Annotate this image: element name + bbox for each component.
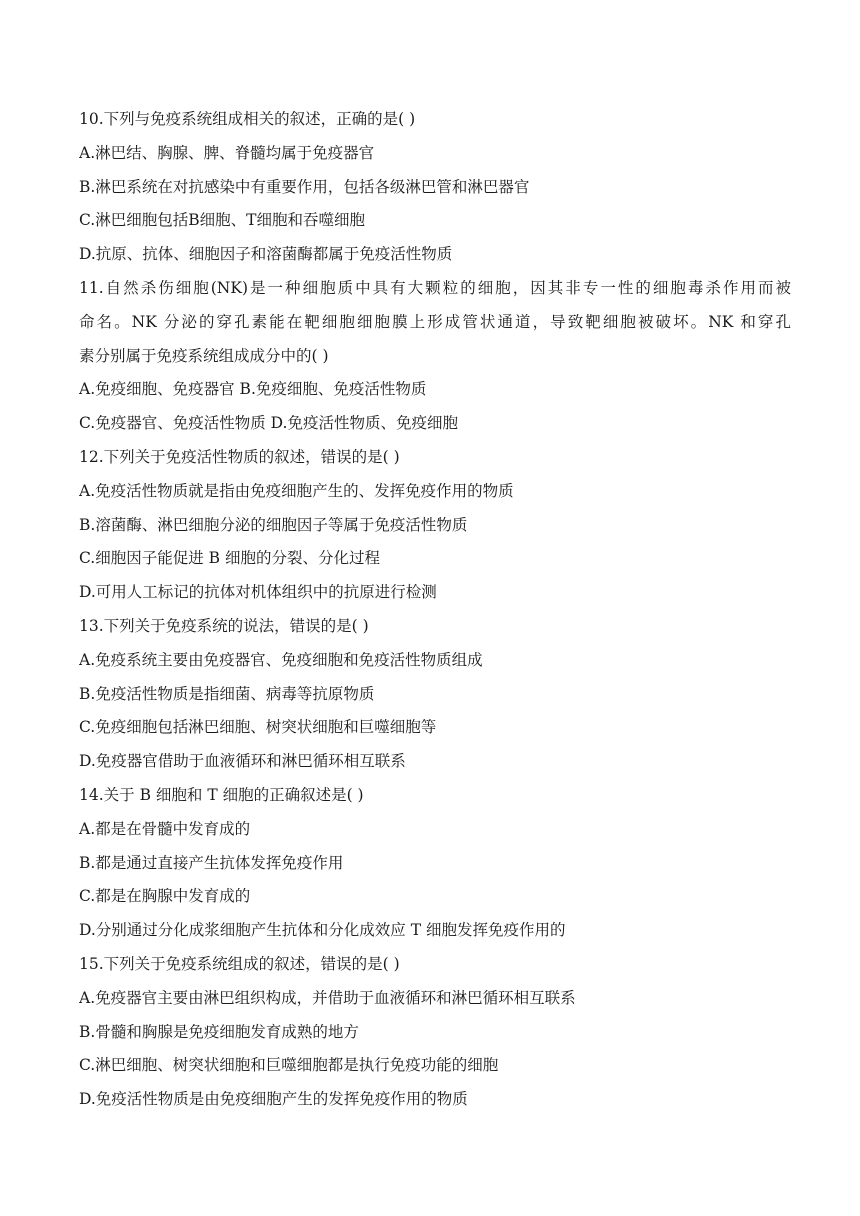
question-stem-line-1: 11.自然杀伤细胞(NK)是一种细胞质中具有大颗粒的细胞，因其非专一性的细胞毒杀作用而被 [79, 278, 791, 297]
option-c: C.淋巴细胞包括B细胞、T细胞和吞噬细胞 [79, 211, 365, 230]
option-c-d: C.免疫器官、免疫活性物质 D.免疫活性物质、免疫细胞 [79, 414, 458, 433]
option-c: C.免疫细胞包括淋巴细胞、树突状细胞和巨噬细胞等 [79, 718, 437, 737]
question-stem: 10.下列与免疫系统组成相关的叙述，正确的是( ) [79, 110, 416, 128]
option-b: B.淋巴系统在对抗感染中有重要作用，包括各级淋巴管和淋巴器官 [79, 177, 530, 196]
option-a-b: A.免疫细胞、免疫器官 B.免疫细胞、免疫活性物质 [79, 380, 427, 399]
option-d: D.可用人工标记的抗体对机体组织中的抗原进行检测 [79, 583, 437, 602]
option-d: D.分别通过分化成浆细胞产生抗体和分化成效应 T 细胞发挥免疫作用的 [79, 921, 566, 940]
option-b: B.免疫活性物质是指细菌、病毒等抗原物质 [79, 684, 375, 703]
option-b: B.骨髓和胸腺是免疫细胞发育成熟的地方 [79, 1022, 359, 1041]
option-a: A.淋巴结、胸腺、脾、脊髓均属于免疫器官 [79, 143, 375, 162]
question-list [79, 103, 791, 1117]
option-a: A.免疫系统主要由免疫器官、免疫细胞和免疫活性物质组成 [79, 650, 483, 669]
question-stem-line-3: 素分别属于免疫系统组成成分中的( ) [79, 346, 329, 365]
option-a: A.免疫活性物质就是指由免疫细胞产生的、发挥免疫作用的物质 [79, 481, 514, 500]
question-15 [79, 948, 791, 1117]
option-b: B.溶菌酶、淋巴细胞分泌的细胞因子等属于免疫活性物质 [79, 515, 468, 534]
option-c: C.淋巴细胞、树突状细胞和巨噬细胞都是执行免疫功能的细胞 [79, 1056, 499, 1075]
question-14 [79, 779, 791, 948]
option-c: C.细胞因子能促进 B 细胞的分裂、分化过程 [79, 549, 380, 568]
option-d: D.免疫活性物质是由免疫细胞产生的发挥免疫作用的物质 [79, 1090, 468, 1109]
question-13 [79, 610, 791, 779]
question-stem: 15.下列关于免疫系统组成的叙述，错误的是( ) [79, 954, 400, 973]
question-stem: 13.下列关于免疫系统的说法，错误的是( ) [79, 616, 369, 635]
option-d: D.免疫器官借助于血液循环和淋巴循环相互联系 [79, 752, 406, 771]
option-a: A.都是在骨髓中发育成的 [79, 819, 251, 838]
option-a: A.免疫器官主要由淋巴组织构成，并借助于血液循环和淋巴循环相互联系 [79, 988, 576, 1007]
option-d: D.抗原、抗体、细胞因子和溶菌酶都属于免疫活性物质 [79, 245, 453, 264]
question-12 [79, 441, 791, 610]
question-11 [79, 272, 791, 441]
question-stem-line-2: 命名。NK 分泌的穿孔素能在靶细胞细胞膜上形成管状通道，导致靶细胞被破坏。NK 和穿孔 [79, 312, 791, 331]
option-b: B.都是通过直接产生抗体发挥免疫作用 [79, 853, 344, 872]
option-c: C.都是在胸腺中发育成的 [79, 887, 251, 906]
question-stem: 12.下列关于免疫活性物质的叙述，错误的是( ) [79, 447, 400, 466]
question-stem: 14.关于 B 细胞和 T 细胞的正确叙述是( ) [79, 785, 364, 804]
question-10 [79, 103, 791, 272]
